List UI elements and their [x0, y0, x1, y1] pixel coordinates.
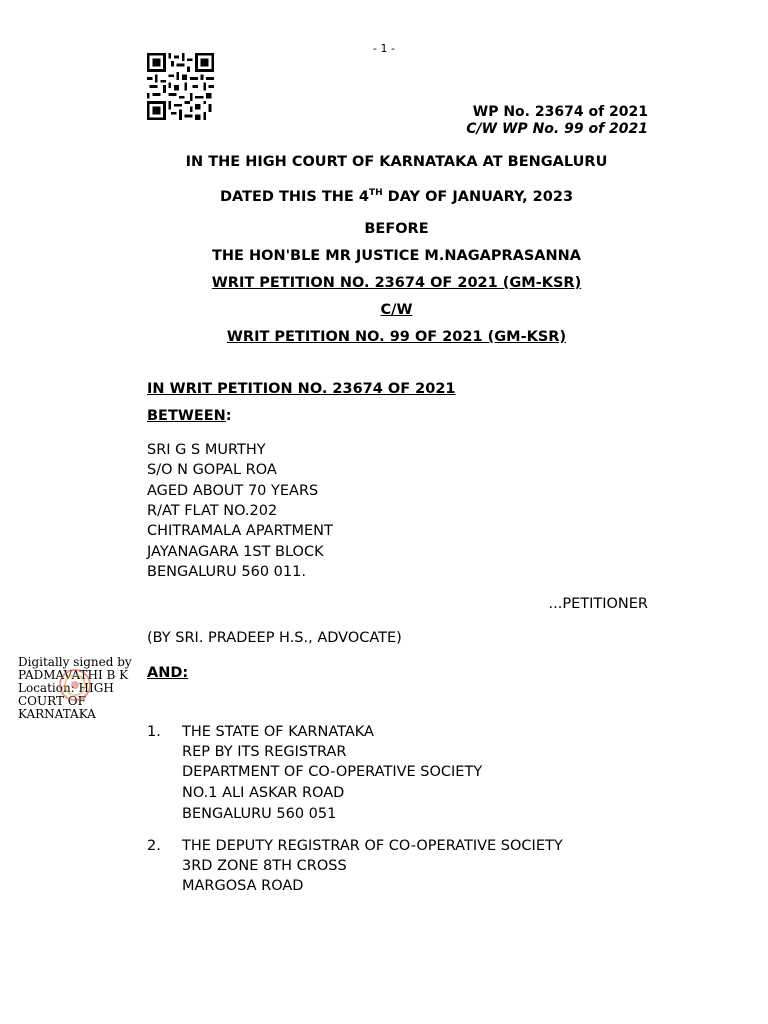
dated-line: [0, 188, 768, 205]
respondent-line: THE DEPUTY REGISTRAR OF CO-OPERATIVE SOCIETY: [182, 838, 563, 854]
judge-name: THE HON'BLE MR JUSTICE M.NAGAPRASANNA: [212, 248, 581, 264]
between-heading: [147, 408, 232, 424]
respondent-line: NO.1 ALI ASKAR ROAD: [182, 785, 345, 801]
page-number: - 1 -: [373, 42, 395, 55]
petitioner-line: R/AT FLAT NO.202: [147, 503, 278, 519]
court-seal-icon: [55, 665, 95, 705]
between-colon: :: [225, 408, 232, 424]
signature-line: PADMAVATHI B K: [18, 668, 129, 682]
petitioner-label: ...PETITIONER: [548, 596, 648, 612]
petitioner-line: S/O N GOPAL ROA: [147, 462, 277, 478]
signature-line: KARNATAKA: [18, 707, 96, 721]
respondent-line: THE STATE OF KARNATAKA: [182, 724, 374, 740]
dated-prefix: DATED THIS THE 4: [219, 188, 369, 205]
respondent-line: 3RD ZONE 8TH CROSS: [182, 858, 347, 874]
in-petition-heading: IN WRIT PETITION NO. 23674 OF 2021: [147, 381, 456, 397]
petition-title-1: WRIT PETITION NO. 23674 OF 2021 (GM-KSR): [211, 275, 582, 291]
petitioner-line: JAYANAGARA 1ST BLOCK: [147, 544, 324, 560]
connected-with-label: C/W: [380, 302, 413, 318]
respondent-line: DEPARTMENT OF CO-OPERATIVE SOCIETY: [182, 764, 483, 780]
dated-sup: TH: [368, 188, 383, 198]
signature-line: Location: HIGH: [18, 681, 114, 695]
case-ref-wp: WP No. 23674 of 2021: [472, 104, 648, 120]
respondent-line: MARGOSA ROAD: [182, 878, 304, 894]
signature-line: Digitally signed by: [18, 655, 132, 669]
before-label: BEFORE: [364, 221, 429, 237]
court-title: IN THE HIGH COURT OF KARNATAKA AT BENGALURU: [185, 154, 608, 170]
respondent-line: REP BY ITS REGISTRAR: [182, 744, 347, 760]
respondent-line: BENGALURU 560 051: [182, 806, 337, 822]
qr-code-icon: [145, 53, 216, 120]
petitioner-line: CHITRAMALA APARTMENT: [147, 523, 333, 539]
petition-title-2: WRIT PETITION NO. 99 OF 2021 (GM-KSR): [226, 329, 567, 345]
respondent-number: 2.: [147, 838, 161, 854]
petitioner-line: AGED ABOUT 70 YEARS: [147, 483, 319, 499]
advocate-line: (BY SRI. PRADEEP H.S., ADVOCATE): [147, 630, 402, 646]
case-ref-cw: C/W WP No. 99 of 2021: [466, 121, 648, 137]
between-label: BETWEEN: [147, 408, 226, 424]
petitioner-line: SRI G S MURTHY: [147, 442, 266, 458]
petitioner-line: BENGALURU 560 011.: [147, 564, 306, 580]
dated-suffix: DAY OF JANUARY, 2023: [382, 188, 574, 205]
respondent-number: 1.: [147, 724, 161, 740]
and-heading: AND:: [147, 665, 189, 681]
signature-line: COURT OF: [18, 694, 86, 708]
